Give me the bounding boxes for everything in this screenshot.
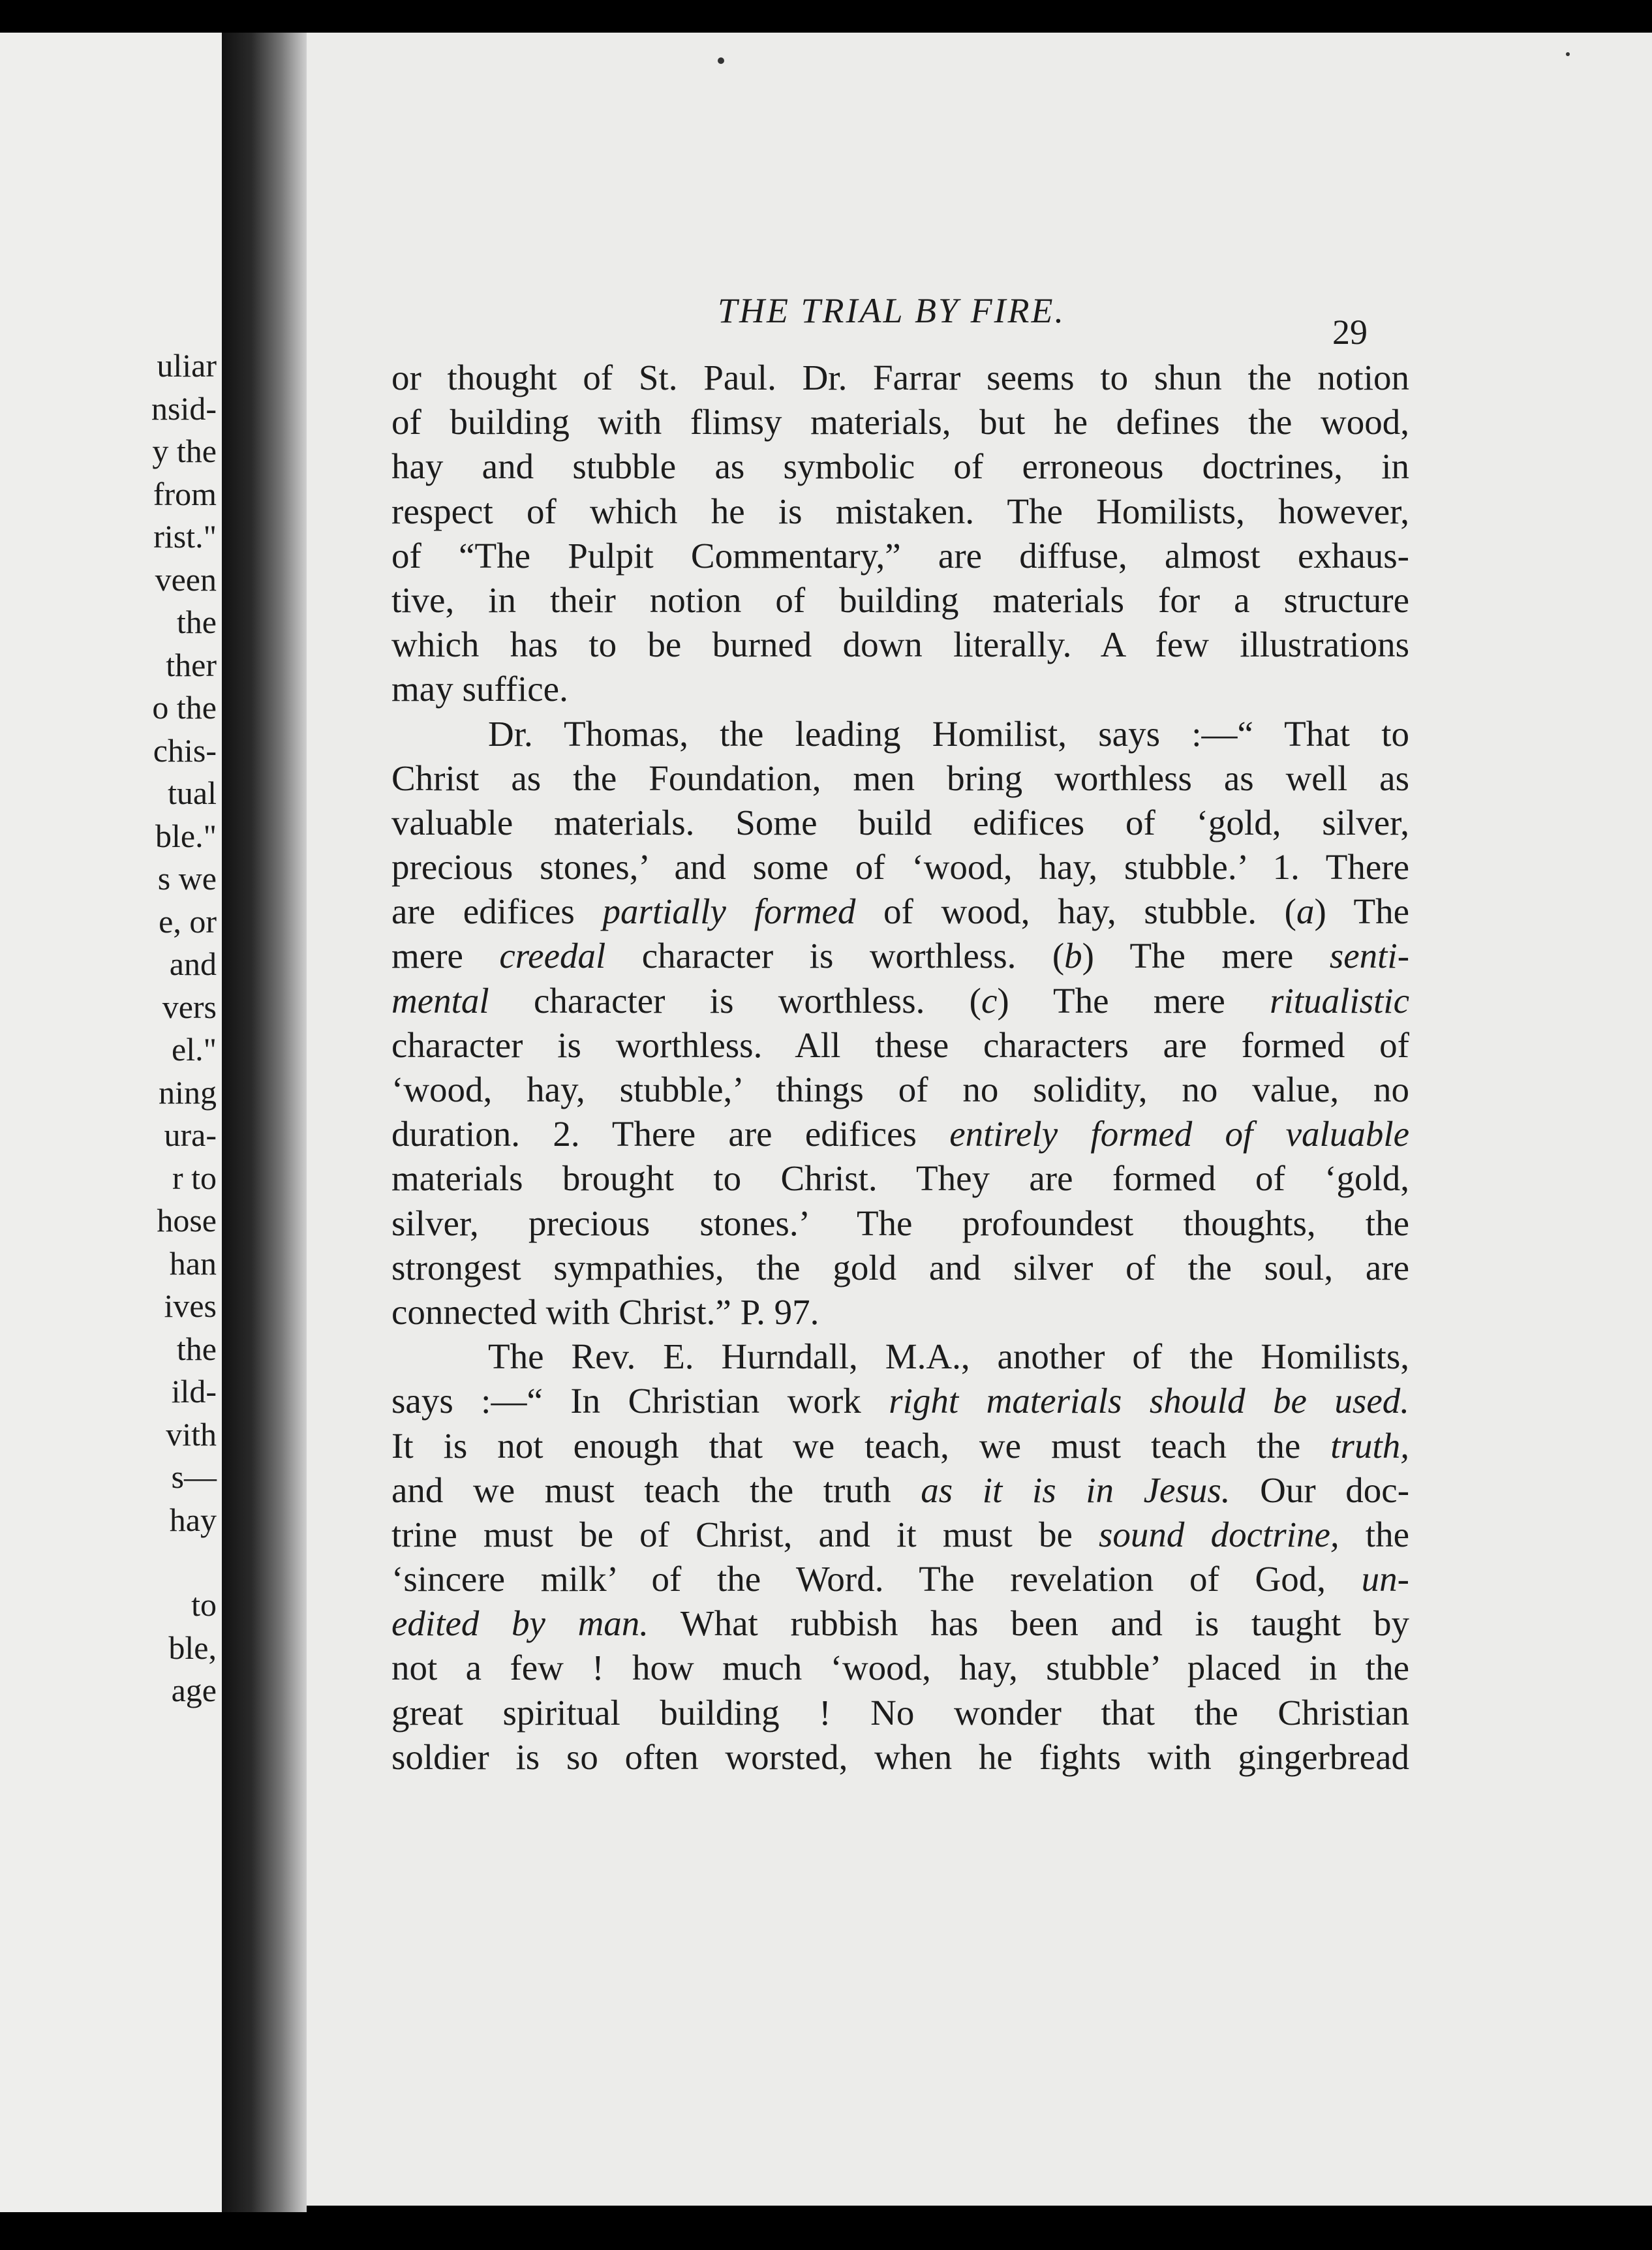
text-run: ) The mere [1082, 936, 1330, 976]
text-line [391, 1601, 1409, 1646]
text-run: which has to be burned down literally. A few illustrations [391, 624, 1409, 665]
body-text [391, 356, 1409, 1780]
text-line [391, 1023, 1409, 1068]
left-page-fragment: y the [152, 433, 217, 469]
book-gutter [222, 33, 307, 2212]
text-line [391, 1290, 1409, 1334]
left-page-fragment: ther [166, 646, 217, 683]
text-run: tive, in their notion of building materials for a structure [391, 579, 1409, 620]
left-page-fragment: the [176, 1330, 217, 1367]
left-page-fragment: ild- [171, 1373, 217, 1410]
left-page-fragment: to [191, 1586, 217, 1623]
text-run: hay and stubble as symbolic of erroneous doctrines, in [391, 446, 1409, 487]
text-run: Dr. Thomas, the leading Homilist, says :—“ That to [488, 713, 1409, 754]
italic-text: entirely formed of valuable [949, 1114, 1410, 1154]
left-page-fragment: r to [172, 1159, 217, 1196]
text-line [391, 801, 1409, 845]
left-page-fragment: uliar [157, 347, 217, 384]
italic-text: senti- [1329, 936, 1410, 976]
text-run: Christ as the Foundation, men bring worthless as well as [391, 758, 1409, 798]
italic-text: un- [1361, 1559, 1409, 1599]
text-run: ‘wood, hay, stubble,’ things of no solidity, no value, no [391, 1070, 1409, 1109]
text-run: precious stones,’ and some of ‘wood, hay, stubble.’ 1. There [391, 847, 1409, 887]
text-run: are edifices [391, 891, 603, 932]
page-number: 29 [1332, 313, 1368, 352]
italic-text: c [981, 980, 998, 1021]
text-line [391, 1068, 1409, 1112]
text-line [391, 845, 1409, 889]
text-line [391, 756, 1409, 801]
text-run: strongest sympathies, the gold and silver of the soul, are [391, 1247, 1409, 1287]
text-run: says :—“ In Christian work [391, 1381, 889, 1421]
text-line [391, 979, 1409, 1023]
text-run: the [1339, 1514, 1409, 1554]
left-page-fragment: han [169, 1244, 217, 1282]
text-run: materials brought to Christ. They are formed of ‘gold, [391, 1158, 1409, 1199]
text-line [391, 1201, 1409, 1246]
text-line [391, 934, 1409, 978]
text-line [391, 1156, 1409, 1201]
text-run: mere [391, 936, 500, 976]
italic-text: right materials should be used. [889, 1381, 1409, 1421]
text-line [391, 1424, 1409, 1468]
text-line [391, 1246, 1409, 1290]
text-run: of building with flimsy materials, but he defines the wood, [391, 402, 1409, 442]
text-run: trine must be of Christ, and it must be [391, 1514, 1099, 1554]
print-speck [718, 57, 724, 64]
text-run: or thought of St. Paul. Dr. Farrar seems to shun the notion [391, 358, 1409, 397]
text-line [391, 1379, 1409, 1423]
left-page-fragment: the [176, 604, 217, 640]
left-page-fragment: nsid- [151, 390, 217, 427]
text-line [391, 444, 1409, 489]
text-line [391, 489, 1409, 534]
text-run: respect of which he is mistaken. The Homilists, however, [391, 491, 1409, 531]
text-line [391, 1557, 1409, 1601]
text-run: of “The Pulpit Commentary,” are diffuse, almost exhaus- [391, 535, 1409, 576]
left-page-fragment: ura- [164, 1117, 217, 1153]
italic-text: creedal [499, 936, 606, 976]
left-page-fragment: ble, [168, 1629, 217, 1666]
text-line [391, 1646, 1409, 1690]
text-run: It is not enough that we teach, we must teach the [391, 1425, 1331, 1466]
text-line [391, 400, 1409, 444]
running-head: THE TRIAL BY FIRE. [718, 291, 1066, 330]
text-run: ) The mere [997, 980, 1270, 1021]
text-line [391, 667, 1409, 711]
text-run: character is worthless. ( [489, 980, 981, 1021]
left-page-fragment: el." [172, 1031, 217, 1068]
text-line [391, 889, 1409, 934]
italic-text: b [1064, 936, 1082, 976]
left-page-fragment: vers [162, 988, 217, 1025]
text-run: The Rev. E. Hurndall, M.A., another of the Homilists, [488, 1336, 1409, 1377]
text-run: What rubbish has been and is taught by [649, 1603, 1409, 1644]
text-run: connected with Christ.” P. 97. [391, 1291, 819, 1332]
italic-text: truth, [1330, 1425, 1409, 1466]
text-line [391, 712, 1409, 756]
text-line [391, 1691, 1409, 1735]
left-page-fragment: e, or [159, 902, 217, 940]
italic-text: sound doctrine, [1099, 1514, 1339, 1554]
left-page-fragment: tual [168, 775, 217, 811]
left-page-fragment: vith [166, 1415, 217, 1453]
left-page-edge [0, 33, 222, 2212]
text-run: valuable materials. Some build edifices of ‘gold, silver, [391, 802, 1409, 842]
left-page-fragment: ning [159, 1073, 217, 1111]
text-line [391, 1735, 1409, 1780]
left-page-fragment: o the [152, 689, 217, 726]
text-line [391, 1513, 1409, 1557]
left-page-fragment: age [171, 1672, 217, 1708]
text-run: not a few ! how much ‘wood, hay, stubble’ placed in the [391, 1648, 1409, 1688]
italic-text: partially formed [602, 891, 856, 932]
italic-text: a [1296, 891, 1315, 932]
text-run: soldier is so often worsted, when he fights with gingerbread [391, 1736, 1409, 1777]
left-page-fragment: chis- [153, 732, 217, 769]
text-run: great spiritual building ! No wonder that the Christian [391, 1692, 1409, 1733]
left-page-fragment: hay [169, 1501, 217, 1538]
text-run: silver, precious stones.’ The profoundest thoughts, the [391, 1203, 1409, 1243]
text-run: Our doc- [1230, 1470, 1410, 1510]
text-run: and we must teach the truth [391, 1470, 921, 1510]
italic-text: as it is in Jesus. [921, 1470, 1231, 1510]
left-page-fragment: ives [164, 1287, 217, 1324]
text-line [391, 1112, 1409, 1156]
left-page-fragment: and [169, 946, 217, 982]
left-page-fragment: rist." [153, 518, 217, 555]
text-line [391, 578, 1409, 623]
text-line [391, 1334, 1409, 1379]
left-page-fragment: hose [157, 1202, 217, 1239]
text-line [391, 1468, 1409, 1513]
text-run: of wood, hay, stubble. ( [855, 891, 1296, 932]
text-run: ‘sincere milk’ of the Word. The revelation of God, [391, 1559, 1362, 1599]
left-page-fragment: s— [171, 1458, 217, 1495]
text-line [391, 356, 1409, 400]
italic-text: edited by man. [391, 1603, 649, 1644]
text-run: ) The [1314, 891, 1409, 932]
left-page-fragment: from [153, 475, 217, 512]
text-line [391, 623, 1409, 667]
print-speck [1566, 52, 1570, 56]
text-run: may suffice. [391, 669, 568, 709]
text-run: character is worthless. All these characters are formed of [391, 1025, 1409, 1065]
left-page-fragment: veen [155, 561, 217, 598]
text-run: character is worthless. ( [605, 936, 1065, 976]
left-page-fragment: ble." [155, 817, 217, 854]
italic-text: mental [391, 980, 489, 1021]
italic-text: ritualistic [1270, 980, 1409, 1021]
left-page-fragment: s we [157, 860, 217, 897]
text-line [391, 534, 1409, 578]
text-run: duration. 2. There are edifices [391, 1114, 950, 1154]
